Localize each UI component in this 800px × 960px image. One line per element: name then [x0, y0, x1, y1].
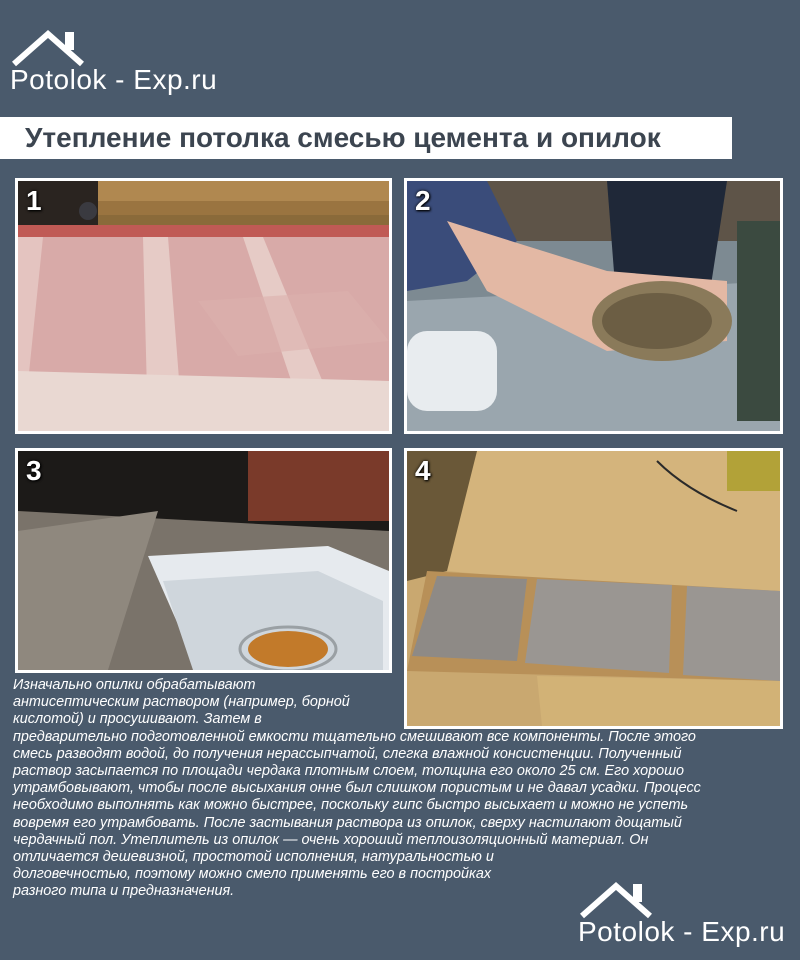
description-line: чердачный пол. Утеплитель из опилок — очень хороший теплоизоляционный материал. Он [13, 831, 649, 848]
photo-number: 3 [26, 455, 42, 486]
title-bar [0, 117, 732, 159]
photo-number: 1 [26, 185, 42, 216]
description-line: разного типа и предназначения. [13, 883, 235, 900]
house-roof-icon [578, 880, 678, 920]
site-logo-top[interactable] [10, 28, 217, 96]
brand-name: Potolok - Exp.ru [578, 916, 786, 947]
photo-number: 2 [415, 185, 431, 216]
photo-attic-fill [15, 448, 392, 673]
photo-2-image [407, 181, 780, 431]
photo-sawdust-hand [404, 178, 783, 434]
photo-3-image [18, 451, 389, 670]
house-roof-icon [10, 28, 110, 68]
photo-number: 4 [415, 455, 431, 486]
description-line: смесь разводят водой, до получения нерассыпчатой, слегка влажной консистенции. Полученный [13, 745, 682, 762]
photo-1-image [18, 181, 389, 431]
description-line: необходимо выполнять как можно быстрее, поскольку гипс быстро высыхает и можно не успеть [13, 797, 689, 814]
description-line: Изначально опилки обрабатывают [13, 677, 256, 693]
description-line: кислотой) и просушивают. Затем в [13, 711, 262, 728]
description-line: предварительно подготовленной емкости тщательно смешивают все компоненты. После этого [13, 728, 696, 745]
site-logo-bottom[interactable] [578, 880, 785, 948]
description-line: отличается дешевизной, простотой исполнения, натуральностью и [13, 849, 494, 866]
description-line: раствор засыпается по площади чердака плотным слоем, толщина его около 25 см. Его хорошо [13, 763, 685, 780]
description-line: вовремя его утрамбовать. После застывания раствора из опилок, сверху настилают дощатый [13, 814, 682, 831]
description-line: антисептическим раствором (например, борной [13, 694, 350, 711]
description-line: долговечностью, поэтому можно смело применять его в постройках [13, 866, 492, 883]
page-title: Утепление потолка смесью цемента и опилок [25, 122, 661, 153]
brand-name: Potolok - Exp.ru [10, 64, 218, 95]
photo-vapor-barrier [15, 178, 392, 434]
description-text [13, 677, 783, 901]
description-line: утрамбовывают, чтобы после высыхания онне был слишком пористым и не давал усадки. Процесс [13, 780, 701, 797]
